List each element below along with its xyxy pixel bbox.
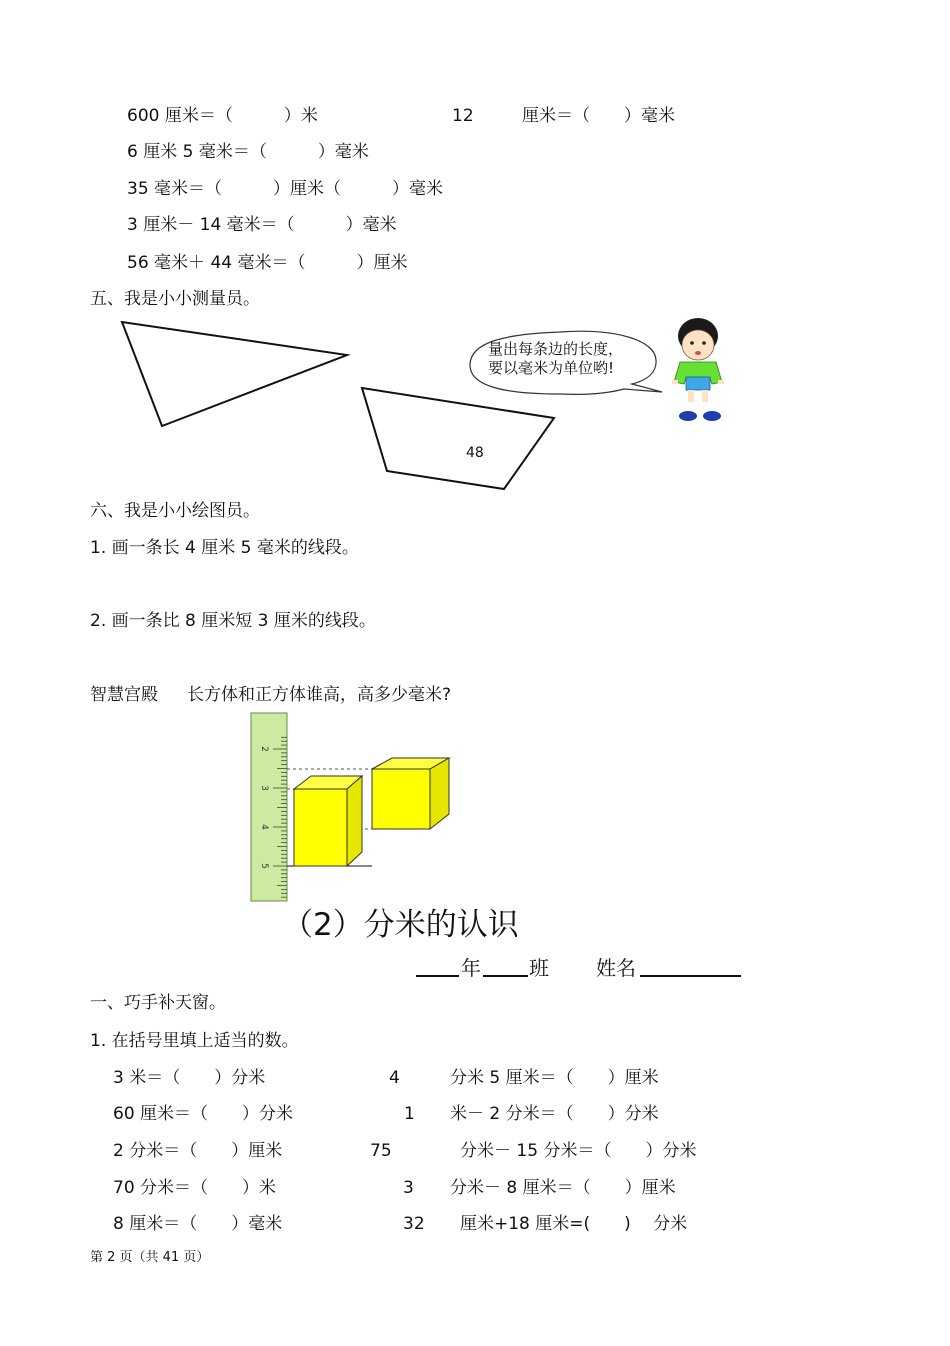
draw-item-2: 2. 画一条比 8 厘米短 3 厘米的线段。 xyxy=(90,611,376,631)
ruler-tick-label: 4 xyxy=(259,824,269,830)
ruler-tick-label: 3 xyxy=(259,785,269,791)
conversion-row-2: 6 厘米 5 毫米＝（ ）毫米 xyxy=(127,142,369,162)
boy-character-icon xyxy=(672,318,724,421)
section6-heading: 六、我是小小绘图员。 xyxy=(90,501,260,521)
ruler-tick-label: 5 xyxy=(259,863,269,869)
grade-label: 年 xyxy=(461,956,481,980)
triangle-shape xyxy=(122,322,347,426)
lesson-title: （2）分米的认识 xyxy=(282,907,519,943)
trapezoid-shape xyxy=(362,388,554,489)
fill-row-1a: 3 米＝（ ）分米 xyxy=(113,1068,266,1088)
wisdom-question: 长方体和正方体谁高，高多少毫米? xyxy=(187,685,452,705)
bubble-line-1: 量出每条边的长度， xyxy=(488,340,624,358)
fill-row-1-number: 4 xyxy=(389,1068,400,1088)
wisdom-label: 智慧宫殿 xyxy=(90,685,158,705)
fill-row-5a: 8 厘米＝（ ）毫米 xyxy=(113,1214,283,1234)
conversion-row-1a: 600 厘米＝（ ）米 xyxy=(127,106,318,126)
fill-row-2-number: 1 xyxy=(404,1104,415,1124)
bubble-line-2: 要以毫米为单位哟! xyxy=(488,359,615,377)
conversion-row-3: 35 毫米＝（ ）厘米（ ）毫米 xyxy=(127,179,444,199)
fill-row-2a: 60 厘米＝（ ）分米 xyxy=(113,1104,294,1124)
ruler-icon xyxy=(251,713,287,901)
fill-row-4b: 分米－ 8 厘米＝（ ）厘米 xyxy=(450,1178,676,1198)
cuboid-shape xyxy=(294,776,362,866)
fill-row-4-number: 3 xyxy=(403,1178,414,1198)
fill-row-4a: 70 分米＝（ ）米 xyxy=(113,1178,277,1198)
fill-row-1b: 分米 5 厘米＝（ ）厘米 xyxy=(450,1068,659,1088)
conversion-row-1b: 厘米＝（ ）毫米 xyxy=(522,106,675,126)
fill-row-3b: 分米－ 15 分米＝（ ）分米 xyxy=(460,1141,697,1161)
conversion-row-5: 56 毫米＋ 44 毫米＝（ ）厘米 xyxy=(127,253,408,273)
draw-item-1: 1. 画一条长 4 厘米 5 毫米的线段。 xyxy=(90,538,359,558)
ruler-tick-label: 2 xyxy=(259,746,269,752)
conversion-row-1b-number: 12 xyxy=(452,106,474,126)
page-footer: 第 2 页（共 41 页） xyxy=(90,1250,210,1265)
lesson-item1: 1. 在括号里填上适当的数。 xyxy=(90,1031,299,1051)
cube-shape xyxy=(372,758,449,829)
trapezoid-label: 48 xyxy=(466,445,484,461)
fill-row-2b: 米－ 2 分米＝（ ）分米 xyxy=(450,1104,659,1124)
fill-row-3-number: 75 xyxy=(370,1141,392,1161)
conversion-row-4: 3 厘米－ 14 毫米＝（ ）毫米 xyxy=(127,215,397,235)
class-label: 班 xyxy=(529,956,549,980)
fill-row-3a: 2 分米＝（ ）厘米 xyxy=(113,1141,283,1161)
fill-row-5-number: 32 xyxy=(403,1214,425,1234)
fill-row-5b: 厘米+18 厘米=( ) 分米 xyxy=(460,1214,688,1234)
lesson-section1-heading: 一、巧手补天窗。 xyxy=(90,993,226,1013)
section5-heading: 五、我是小小测量员。 xyxy=(90,289,260,309)
name-label: 姓名 xyxy=(596,956,636,980)
